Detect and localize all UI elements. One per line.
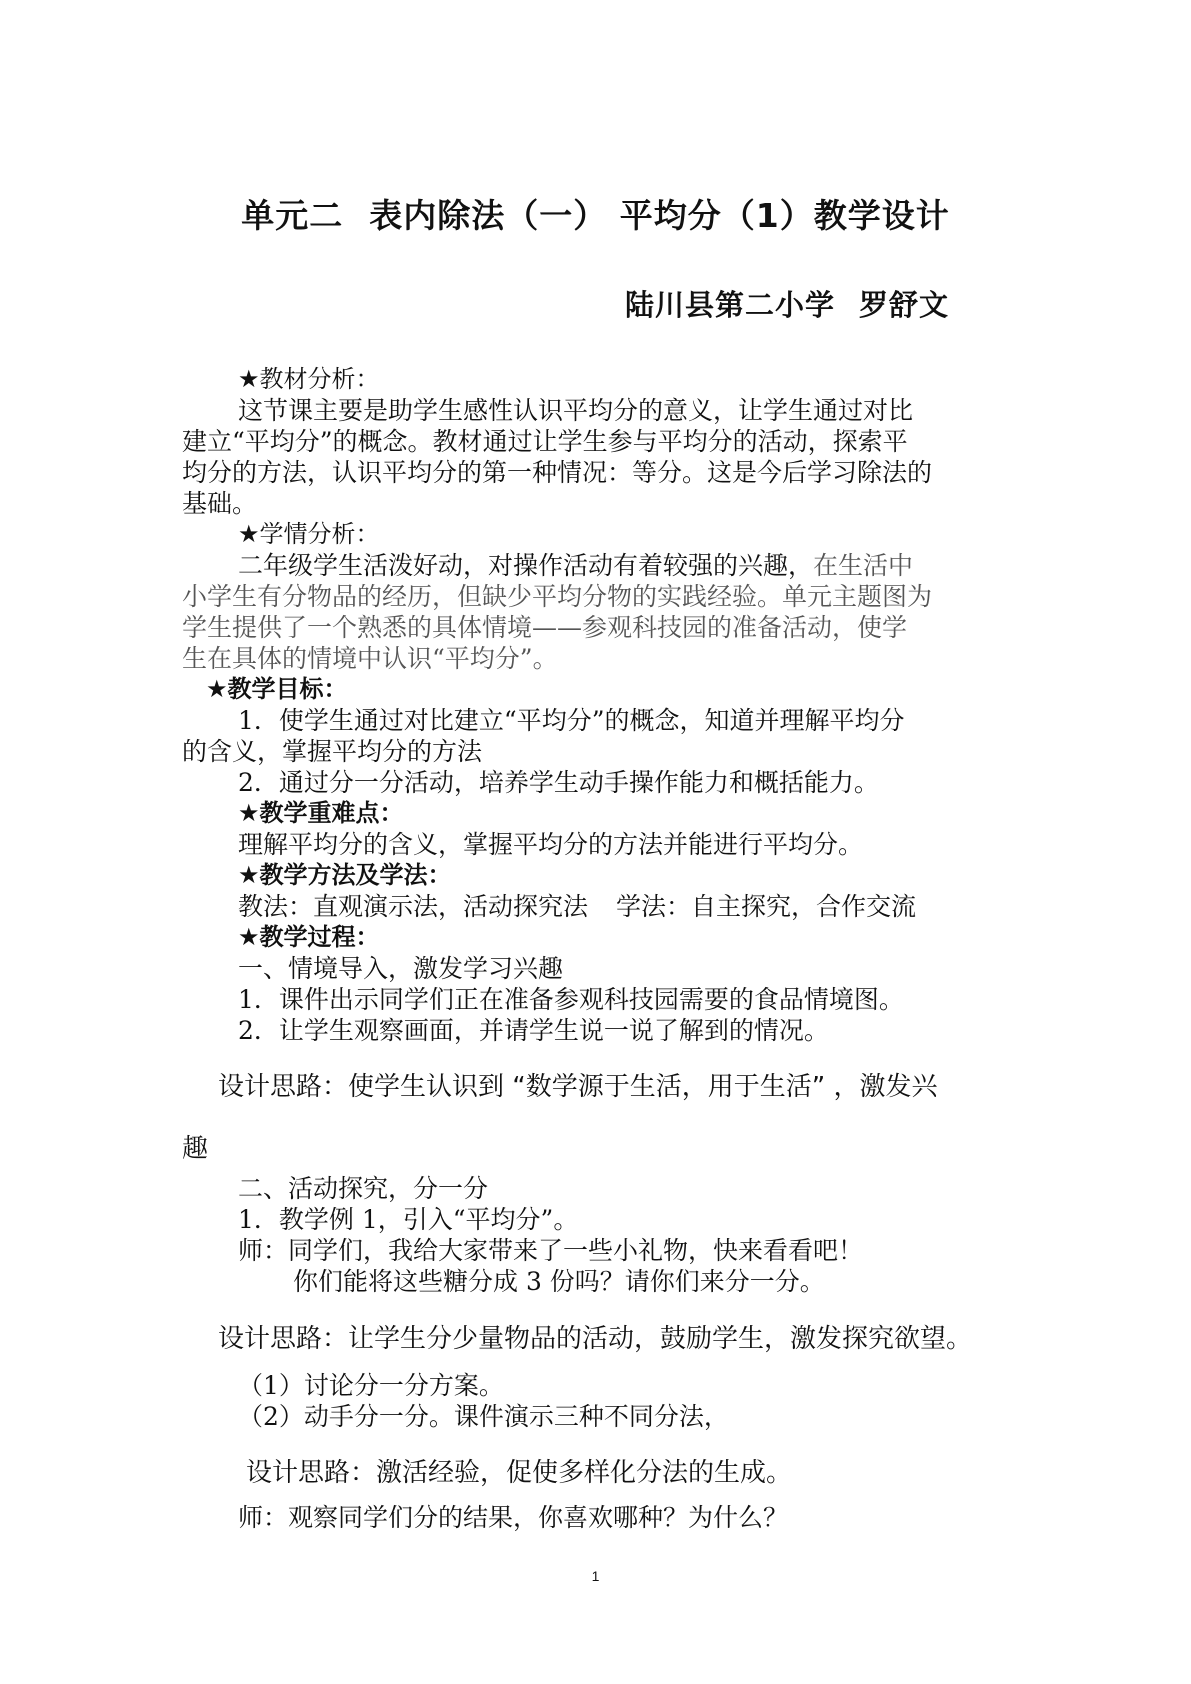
keypoints-heading: ★教学重难点：	[238, 799, 404, 827]
learners-line	[238, 550, 913, 581]
process-line: 1．教学例 1，引入“平均分”。	[238, 1205, 579, 1234]
goals-line: 2．通过分一分活动，培养学生动手操作能力和概括能力。	[238, 768, 879, 797]
author-name: 罗舒文	[859, 288, 950, 322]
design-note: 设计思路：使学生认识到 “数学源于生活，用于生活” ，激发兴	[218, 1072, 938, 1102]
material-line: 这节课主要是助学生感性认识平均分的意义，让学生通过对比	[238, 396, 914, 425]
teacher-line: 师：同学们，我给大家带来了一些小礼物，快来看看吧！	[238, 1236, 864, 1265]
goals-heading: ★教学目标：	[206, 675, 348, 703]
material-line: 均分的方法，认识平均分的第一种情况：等分。这是今后学习除法的	[182, 458, 933, 487]
author-line	[625, 283, 949, 324]
material-heading: ★教材分析：	[238, 365, 380, 393]
goals-line: 的含义，掌握平均分的方法	[182, 737, 483, 766]
methods-line	[238, 891, 916, 922]
teaching-method: 教法：直观演示法，活动探究法	[238, 892, 589, 921]
learners-heading: ★学情分析：	[238, 520, 380, 548]
design-note-continued: 趣	[182, 1134, 209, 1164]
design-note: 设计思路：让学生分少量物品的活动，鼓励学生，激发探究欲望。	[218, 1324, 973, 1354]
process-line: 二、活动探究，分一分	[238, 1174, 489, 1203]
process-line: 1．课件出示同学们正在准备参观科技园需要的食品情境图。	[238, 985, 904, 1014]
learners-line: 学生提供了一个熟悉的具体情境——参观科技园的准备活动，使学	[182, 613, 908, 642]
author-school: 陆川县第二小学	[625, 288, 836, 322]
title-lesson: 表内除法（一） 平均分（1）教学设计	[369, 196, 950, 235]
title-unit: 单元二	[241, 196, 344, 235]
learning-method: 学法：自主探究，合作交流	[616, 892, 917, 921]
learners-line-part: 二年级学生活泼好动，对操作活动有着较强的兴趣，	[238, 551, 814, 580]
goals-line: 1．使学生通过对比建立“平均分”的概念，知道并理解平均分	[238, 706, 905, 735]
process-line: （1）讨论分一分方案。	[238, 1371, 504, 1400]
material-line: 基础。	[182, 489, 258, 518]
material-line: 建立“平均分”的概念。教材通过让学生参与平均分的活动，探索平	[182, 427, 908, 456]
teacher-line: 你们能将这些糖分成 3 份吗？请你们来分一分。	[293, 1267, 825, 1296]
keypoints-line: 理解平均分的含义，掌握平均分的方法并能进行平均分。	[238, 830, 864, 859]
document-title	[0, 190, 1191, 237]
process-line: 2．让学生观察画面，并请学生说一说了解到的情况。	[238, 1016, 829, 1045]
learners-line-part: 在生活中	[813, 551, 914, 580]
page-number: 1	[591, 1568, 600, 1584]
design-note: 设计思路：激活经验，促使多样化分法的生成。	[246, 1458, 793, 1488]
learners-line: 小学生有分物品的经历，但缺少平均分物的实践经验。单元主题图为	[182, 582, 933, 611]
process-line: （2）动手分一分。课件演示三种不同分法，	[238, 1402, 729, 1431]
learners-line: 生在具体的情境中认识“平均分”。	[182, 644, 558, 673]
process-line: 一、情境导入，激发学习兴趣	[238, 954, 564, 983]
methods-heading: ★教学方法及学法：	[238, 861, 452, 889]
teacher-line: 师：观察同学们分的结果，你喜欢哪种？为什么？	[238, 1503, 789, 1532]
process-heading: ★教学过程：	[238, 923, 380, 951]
